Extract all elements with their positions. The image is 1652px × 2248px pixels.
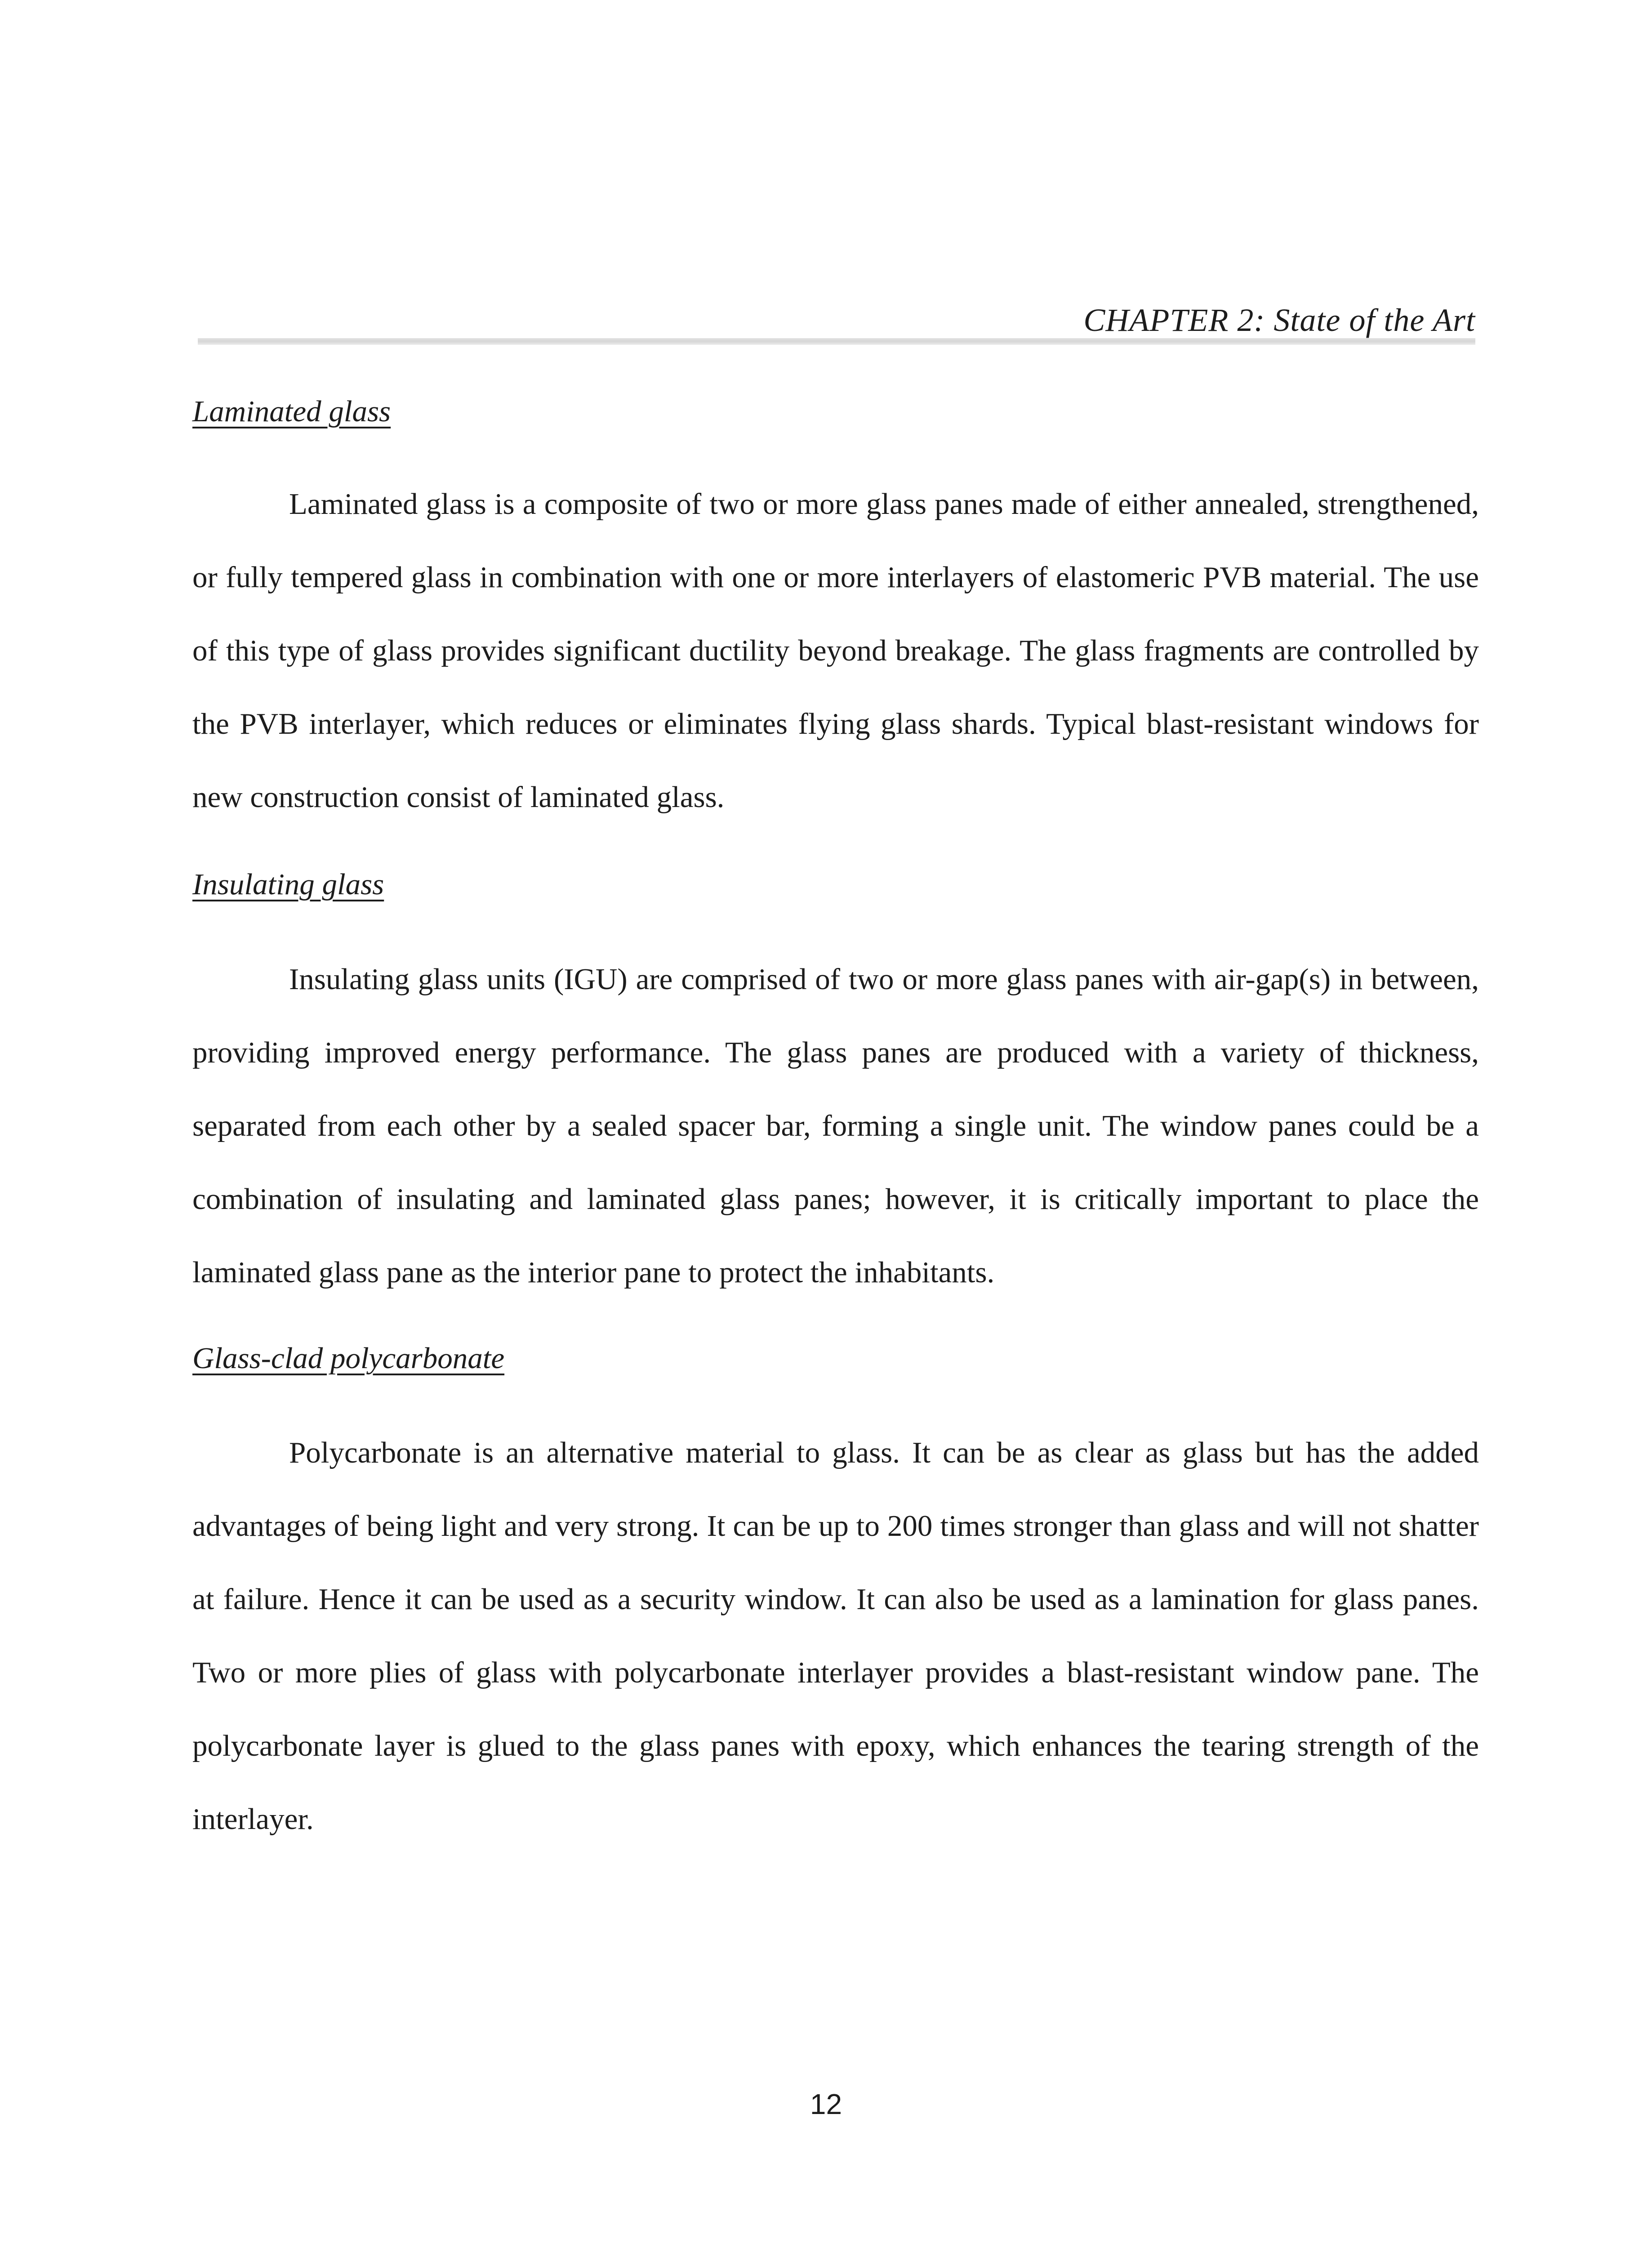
section-heading-insulating-glass: Insulating glass (192, 868, 384, 901)
section-heading-laminated-glass: Laminated glass (192, 395, 391, 428)
page-header-title: CHAPTER 2: State of the Art (1083, 302, 1475, 338)
page-number: 12 (810, 2088, 842, 2120)
section-heading-glass-clad-polycarbonate: Glass-clad polycarbonate (192, 1342, 505, 1375)
section-paragraph-laminated-glass: Laminated glass is a composite of two or more glass panes made of either annealed, strengthened, or fully tempered glass in combination with one or more interlayers of elastomeric PVB material. The use of this type of glass provides significant ductility beyond breakage. The glass fragments are controlled by the PVB interlayer, which reduces or eliminates flying glass shards. Typical blast-resistant windows for new construction consist of laminated glass. (192, 487, 1479, 814)
section-paragraph-glass-clad-polycarbonate: Polycarbonate is an alternative material to glass. It can be as clear as glass but has the added advantages of being light and very strong. It can be up to 200 times stronger than glass and will not shatter at failure. Hence it can be used as a security window. It can also be used as a lamination for glass panes. Two or more plies of glass with polycarbonate interlayer provides a blast-resistant window pane. The polycarbonate layer is glued to the glass panes with epoxy, which enhances the tearing strength of the interlayer. (192, 1436, 1479, 1836)
header-divider (198, 338, 1475, 345)
section-paragraph-insulating-glass: Insulating glass units (IGU) are comprised of two or more glass panes with air-gap(s) in between, providing improved energy performance. The glass panes are produced with a variety of thickness, separated from each other by a sealed spacer bar, forming a single unit. The window panes could be a combination of insulating and laminated glass panes; however, it is critically important to place the laminated glass pane as the interior pane to protect the inhabitants. (192, 963, 1479, 1289)
